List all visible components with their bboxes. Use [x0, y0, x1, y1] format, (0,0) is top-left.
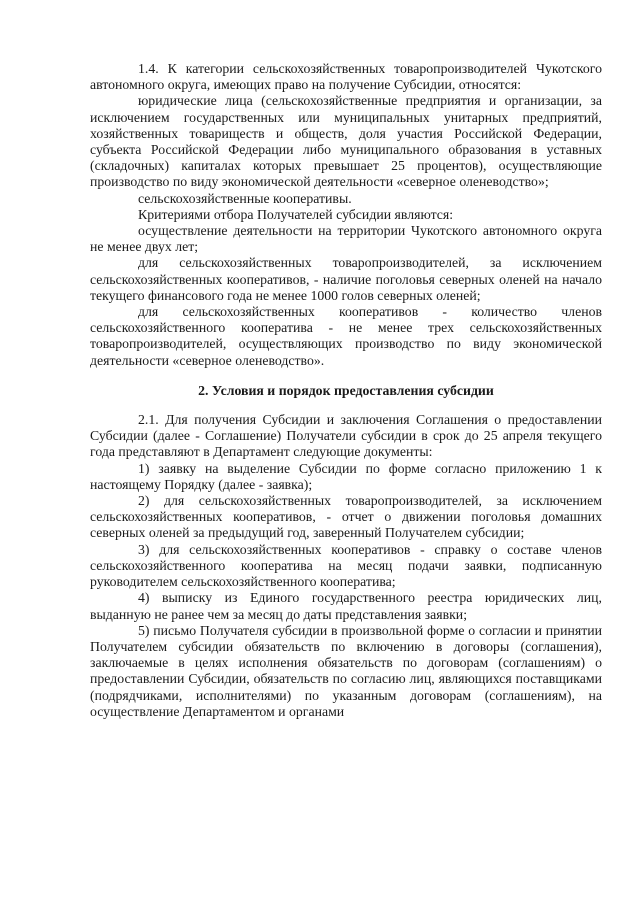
paragraph-legal-entities: юридические лица (сельскохозяйственные предприятия и организации, за исключением государственных или муниципальных унитарных предприятий, хозяйственных товариществ и обществ, доля участия Российской Федерации, субъекта Российской Федерации либо муниципального образования в уставных (складочных) капиталах которых превышает 25 процентов), осуществляющие производство по виду экономической деятельности «северное оленеводство»;: [90, 93, 602, 190]
paragraph-criteria-herd: для сельскохозяйственных товаропроизводителей, за исключением сельскохозяйственных кооперативов, - наличие поголовья северных оленей на начало текущего финансового года не менее 1000 голов северных оленей;: [90, 255, 602, 303]
paragraph-2-1: 2.1. Для получения Субсидии и заключения Соглашения о предоставлении Субсидии (далее - Соглашение) Получатели субсидии в срок до 25 апреля текущего года представляют в Департамент следующие документы:: [90, 412, 602, 460]
paragraph-doc-4: 4) выписку из Единого государственного реестра юридических лиц, выданную не ранее чем за месяц до даты представления заявки;: [90, 590, 602, 622]
paragraph-doc-2: 2) для сельскохозяйственных товаропроизводителей, за исключением сельскохозяйственных кооперативов, - отчет о движении поголовья домашних северных оленей за предыдущий год, заверенный Получателем субсидии;: [90, 493, 602, 541]
document-page: [90, 61, 602, 720]
paragraph-doc-3: 3) для сельскохозяйственных кооперативов - справку о составе членов сельскохозяйственного кооператива на месяц подачи заявки, подписанную руководителем сельскохозяйственного кооператива;: [90, 541, 602, 590]
paragraph-1-4: 1.4. К категории сельскохозяйственных товаропроизводителей Чукотского автономного округа, имеющих право на получение Субсидии, относятся:: [90, 61, 602, 93]
paragraph-doc-1: 1) заявку на выделение Субсидии по форме согласно приложению 1 к настоящему Порядку (далее - заявка);: [90, 460, 602, 492]
paragraph-criteria-territory: осуществление деятельности на территории Чукотского автономного округа не менее двух лет;: [90, 223, 602, 255]
paragraph-cooperatives: сельскохозяйственные кооперативы.: [138, 190, 352, 206]
paragraph-criteria-members: для сельскохозяйственных кооперативов - количество членов сельскохозяйственного кооператива - не менее трех сельскохозяйственных товаропроизводителей, осуществляющих производство по виду экономической деятельности «северное оленеводство».: [90, 304, 602, 368]
paragraph-doc-5: 5) письмо Получателя субсидии в произвольной форме о согласии и принятии Получателем субсидии обязательств по включению в договоры (соглашения), заключаемые в целях исполнения обязательств по договорам (соглашениям) о предоставлении Субсидии, обязательств по согласию лиц, являющихся поставщиками (подрядчиками, исполнителями) по указанным договорам (соглашениям), на осуществление Департаментом и органами: [90, 622, 602, 719]
section-2-heading: 2. Условия и порядок предоставления субсидии: [198, 382, 494, 398]
paragraph-criteria-intro: Критериями отбора Получателей субсидии являются:: [138, 206, 454, 222]
